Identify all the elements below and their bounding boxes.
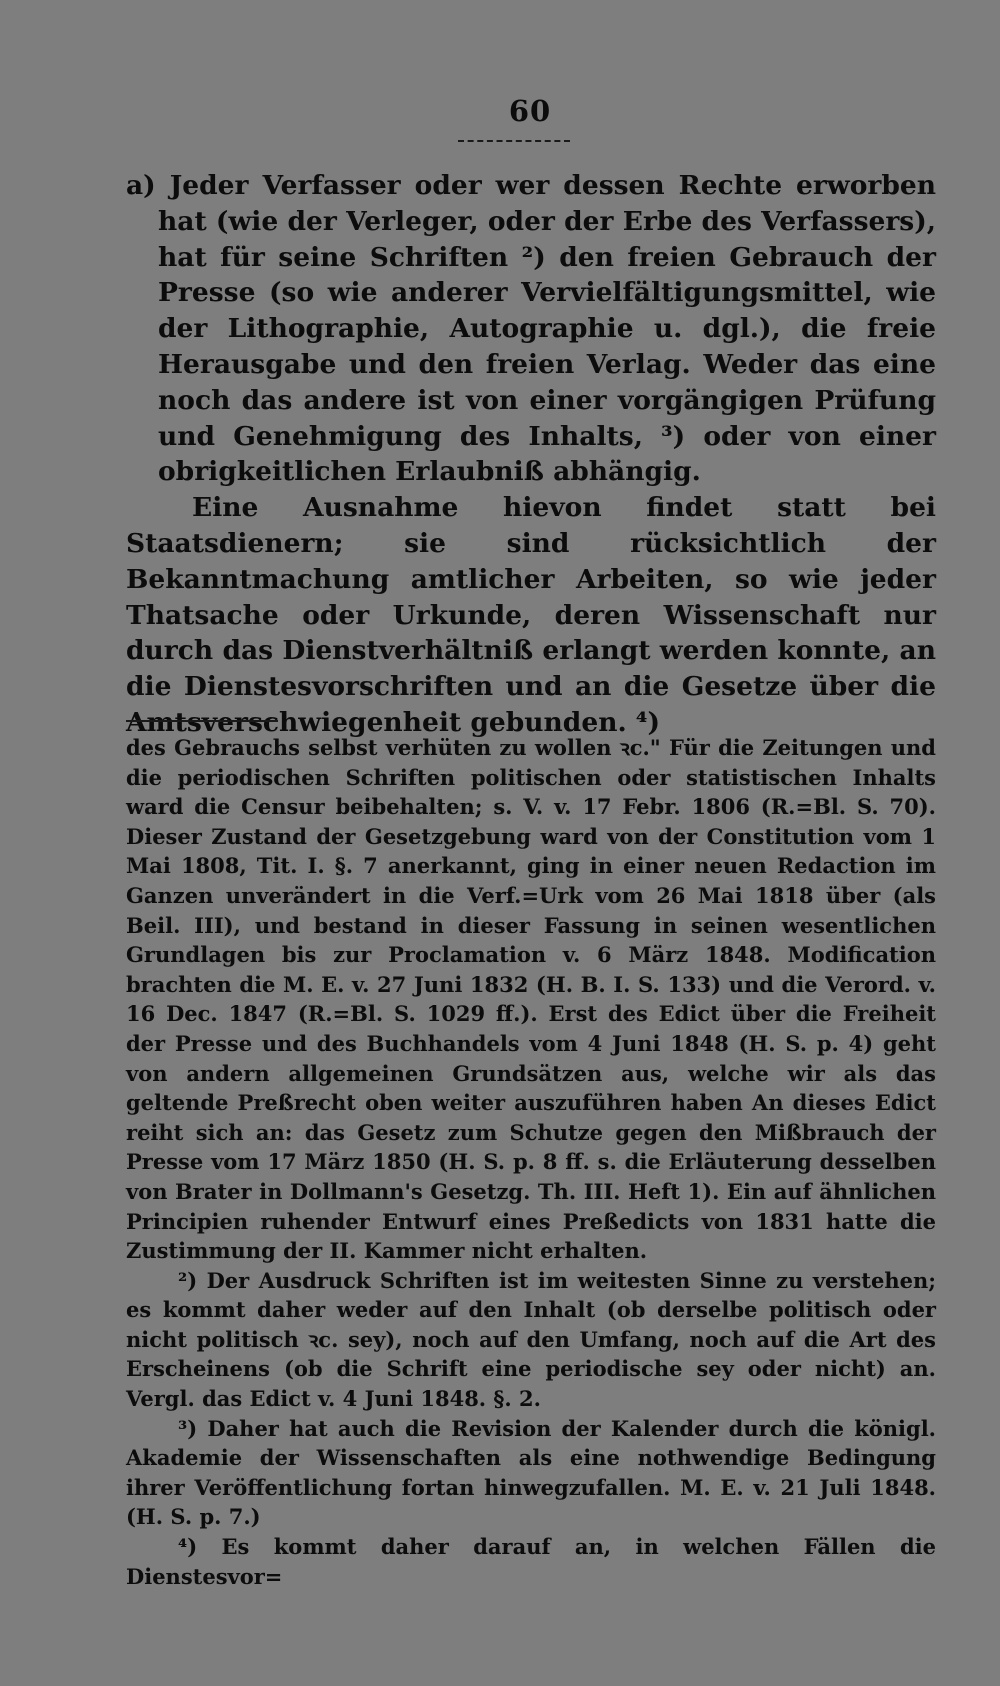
main-text [126,168,936,741]
main-paragraph: Eine Ausnahme hievon findet statt bei Staatsdienern; sie sind rücksichtlich der Bekanntmachung amtlicher Arbeiten, so wie jeder Thatsache oder Urkunde, deren Wissenschaft nur durch das Dienstverhältniß erlangt werden konnte, an die Dienstesvorschriften und an die Gesetze über die Amtsverschwiegenheit gebunden. ⁴) [126,492,936,738]
footnote-rule [126,720,278,722]
footnote: ⁴) Es kommt daher darauf an, in welchen Fällen die Dienstesvor= [126,1534,936,1589]
footnotes [126,733,936,1591]
main-paragraph: a) Jeder Verfasser oder wer dessen Rechte erworben hat (wie der Verleger, oder der Erbe des Verfassers), hat für seine Schriften ²) den freien Gebrauch der Presse (so wie anderer Vervielfältigungsmittel, wie der Lithographie, Autographie u. dgl.), die freie Herausgabe und den freien Verlag. Weder das eine noch das andere ist von einer vorgängigen Prüfung und Genehmigung des Inhalts, ³) oder von einer obrigkeitlichen Erlaubniß abhängig. [126,170,936,488]
footnote: ²) Der Ausdruck Schriften ist im weitesten Sinne zu verstehen; es kommt daher weder auf den Inhalt (ob derselbe politisch oder nicht politisch ꝛc. sey), noch auf den Umfang, noch auf die Art des Erscheinens (ob die Schrift eine periodische sey oder nicht) an. Vergl. das Edict v. 4 Juni 1848. §. 2. [126,1267,936,1412]
header-rule [458,140,570,142]
footnote: ³) Daher hat auch die Revision der Kalender durch die königl. Akademie der Wissenschaften als eine nothwendige Bedingung ihrer Veröffentlichung fortan hinwegzufallen. M. E. v. 21 Juli 1848. (H. S. p. 7.) [126,1415,936,1530]
page-number: 60 [508,94,552,128]
footnote-continuation: des Gebrauchs selbst verhüten zu wollen ꝛc." Für die Zeitungen und die periodischen Schriften politischen oder statistischen Inhalts ward die Censur beibehalten; s. V. v. 17 Febr. 1806 (R.=Bl. S. 70). Dieser Zustand der Gesetzgebung ward von der Constitution vom 1 Mai 1808, Tit. I. §. 7 anerkannt, ging in einer neuen Redaction im Ganzen unverändert in die Verf.=Urk vom 26 Mai 1818 über (als Beil. III), und bestand in dieser Fassung in seinen wesentlichen Grundlagen bis zur Proclamation v. 6 März 1848. Modification brachten die M. E. v. 27 Juni 1832 (H. B. I. S. 133) und die Verord. v. 16 Dec. 1847 (R.=Bl. S. 1029 ff.). Erst des Edict über die Freiheit der Presse und des Buchhandels vom 4 Juni 1848 (H. S. p. 4) geht von andern allgemeinen Grundsätzen aus, welche wir als das geltende Preßrecht oben weiter auszuführen haben An dieses Edict reiht sich an: das Gesetz zum Schutze gegen den Mißbrauch der Presse vom 17 März 1850 (H. S. p. 8 ff. s. die Erläuterung desselben von Brater in Dollmann's Gesetzg. Th. III. Heft 1). Ein auf ähnlichen Principien ruhender Entwurf eines Preßedicts von 1831 hatte die Zustimmung der II. Kammer nicht erhalten. [126,735,936,1264]
